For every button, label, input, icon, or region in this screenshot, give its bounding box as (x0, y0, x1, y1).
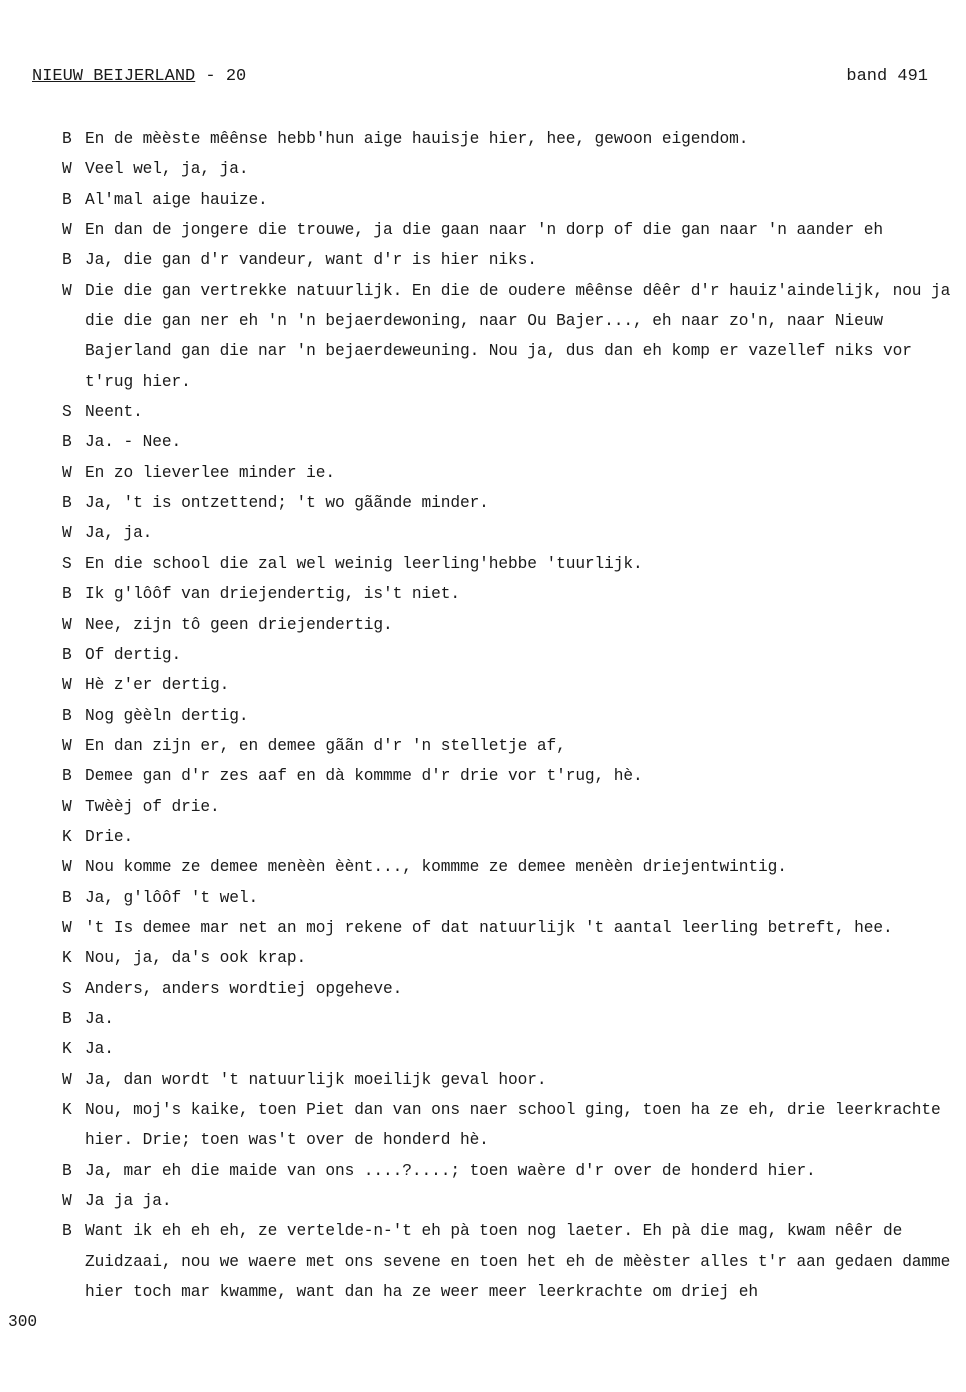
speaker-label: W (62, 221, 72, 240)
location-title: NIEUW BEIJERLAND (32, 67, 196, 86)
utterance-text: Veel wel, ja, ja. (85, 160, 249, 179)
utterance-text: Drie. (85, 827, 134, 846)
speaker-label: W (62, 676, 72, 695)
speaker-label: W (62, 160, 72, 179)
speaker-label: K (62, 827, 72, 846)
utterance-text: Nee, zijn tô geen driejendertig. (85, 615, 393, 634)
speaker-label: B (62, 1222, 72, 1241)
speaker-label: S (62, 979, 72, 998)
utterance-text: Ja. (85, 1040, 114, 1059)
speaker-label: W (62, 858, 72, 877)
speaker-label: B (62, 888, 72, 907)
utterance-text: Demee gan d'r zes aaf en dà kommme d'r drie vor t'rug, hè. (85, 767, 643, 786)
transcript-turn (62, 731, 962, 761)
utterance-text: En die school die zal wel weinig leerling'hebbe 'tuurlijk. (85, 554, 643, 573)
transcript-turn (62, 701, 962, 731)
speaker-label: S (62, 403, 72, 422)
transcript-body (62, 124, 962, 1307)
transcript-turn (62, 124, 962, 154)
transcript-turn (62, 974, 962, 1004)
utterance-text: 't Is demee mar net an moj rekene of dat natuurlijk 't aantal leerling betreft, hee. (85, 918, 893, 937)
utterance-text: Ja. - Nee. (85, 433, 182, 452)
speaker-label: W (62, 1070, 72, 1089)
utterance-text: Ja ja ja. (85, 1192, 172, 1211)
transcript-turn (62, 1065, 962, 1095)
transcript-turn (62, 397, 962, 427)
speaker-label: B (62, 1161, 72, 1180)
transcript-turn (62, 1095, 962, 1156)
speaker-label: B (62, 190, 72, 209)
transcript-turn (62, 185, 962, 215)
utterance-text: En dan zijn er, en demee gããn d'r 'n stelletje af, (85, 736, 566, 755)
speaker-label: W (62, 1192, 72, 1211)
speaker-label: W (62, 615, 72, 634)
speaker-label: W (62, 736, 72, 755)
transcript-turn (62, 852, 962, 882)
transcript-turn (62, 154, 962, 184)
utterance-text: Ja. (85, 1009, 114, 1028)
speaker-label: B (62, 645, 72, 664)
speaker-label: B (62, 1009, 72, 1028)
speaker-label: B (62, 130, 72, 148)
utterance-text: Ja, 't is ontzettend; 't wo gããnde minder. (85, 494, 489, 513)
transcript-turn (62, 792, 962, 822)
speaker-label: K (62, 1040, 72, 1059)
utterance-text: Nou, moj's kaike, toen Piet dan van ons naer school ging, toen ha ze eh, drie leerkrachte hier. Drie; toen was't over de honderd hè. (85, 1101, 951, 1150)
speaker-label: B (62, 585, 72, 604)
utterance-text: En dan de jongere die trouwe, ja die gaan naar 'n dorp of die gan naar 'n aander eh (85, 221, 883, 240)
utterance-text: Ja, ja. (85, 524, 153, 543)
utterance-text: Ik g'lôôf van driejendertig, is't niet. (85, 585, 460, 604)
utterance-text: Die die gan vertrekke natuurlijk. En die de oudere mêênse dêêr d'r hauiz'aindelijk, nou ja die die gan ner eh 'n 'n bejaerdewoning, naar Ou Bajer..., eh naar zo'n, naar Nieuw Bajerland gan die nar 'n bejaerdeweuning. Nou ja, dus dan eh komp er vazellef niks vor t'rug hier. (85, 281, 960, 391)
transcript-turn (62, 1004, 962, 1034)
transcript-turn (62, 1186, 962, 1216)
speaker-label: K (62, 1101, 72, 1119)
transcript-turn (62, 276, 962, 397)
utterance-text: Want ik eh eh eh, ze vertelde-n-'t eh pà toen nog laeter. Eh pà die mag, kwam nêêr de Zuidzaai, nou we waere met ons sevene en toen het eh de mèèster alles t'r aan gedaen damme hier toch mar kwamme, want dan ha ze weer meer leerkrachte om driej eh (85, 1222, 960, 1302)
speaker-label: B (62, 494, 72, 513)
speaker-label: B (62, 767, 72, 786)
band-number: band 491 (846, 67, 928, 86)
utterance-text: Al'mal aige hauize. (85, 190, 268, 209)
speaker-label: B (62, 251, 72, 270)
page-header (32, 64, 932, 90)
speaker-label: W (62, 797, 72, 816)
speaker-label: W (62, 918, 72, 937)
transcript-turn (62, 1034, 962, 1064)
utterance-text: Nou, ja, da's ook krap. (85, 949, 307, 968)
transcript-turn (62, 488, 962, 518)
transcript-turn (62, 1156, 962, 1186)
utterance-text: En zo lieverlee minder ie. (85, 463, 335, 482)
transcript-turn (62, 245, 962, 275)
utterance-text: Neent. (85, 403, 143, 422)
transcript-turn (62, 458, 962, 488)
utterance-text: Ja, dan wordt 't natuurlijk moeilijk geval hoor. (85, 1070, 547, 1089)
utterance-text: En de mèèste mêênse hebb'hun aige hauisje hier, hee, gewoon eigendom. (85, 130, 749, 148)
utterance-text: Anders, anders wordtiej opgeheve. (85, 979, 403, 998)
utterance-text: Twèèj of drie. (85, 797, 220, 816)
speaker-label: B (62, 706, 72, 725)
transcript-turn (62, 761, 962, 791)
utterance-text: Ja, die gan d'r vandeur, want d'r is hier niks. (85, 251, 537, 270)
utterance-text: Ja, mar eh die maide van ons ....?....; toen waère d'r over de honderd hier. (85, 1161, 816, 1180)
transcript-turn (62, 913, 962, 943)
transcript-turn (62, 1216, 962, 1307)
speaker-label: W (62, 281, 72, 300)
transcript-turn (62, 640, 962, 670)
transcript-turn (62, 215, 962, 245)
utterance-text: Hè z'er dertig. (85, 676, 230, 695)
utterance-text: Nog gèèln dertig. (85, 706, 249, 725)
transcript-turn (62, 427, 962, 457)
utterance-text: Ja, g'lôôf 't wel. (85, 888, 259, 907)
speaker-label: K (62, 949, 72, 968)
transcript-turn (62, 610, 962, 640)
transcript-turn (62, 579, 962, 609)
utterance-text: Of dertig. (85, 645, 182, 664)
transcript-turn (62, 549, 962, 579)
transcript-turn (62, 822, 962, 852)
page-number: - 20 (195, 67, 247, 86)
transcript-turn (62, 518, 962, 548)
transcript-turn (62, 883, 962, 913)
speaker-label: B (62, 433, 72, 452)
line-marker: 300 (8, 1313, 38, 1331)
transcript-turn (62, 943, 962, 973)
speaker-label: S (62, 554, 72, 573)
speaker-label: W (62, 463, 72, 482)
speaker-label: W (62, 524, 72, 543)
transcript-turn (62, 670, 962, 700)
document-title (32, 64, 246, 90)
utterance-text: Nou komme ze demee menèèn èènt..., kommme ze demee menèèn driejentwintig. (85, 858, 787, 877)
